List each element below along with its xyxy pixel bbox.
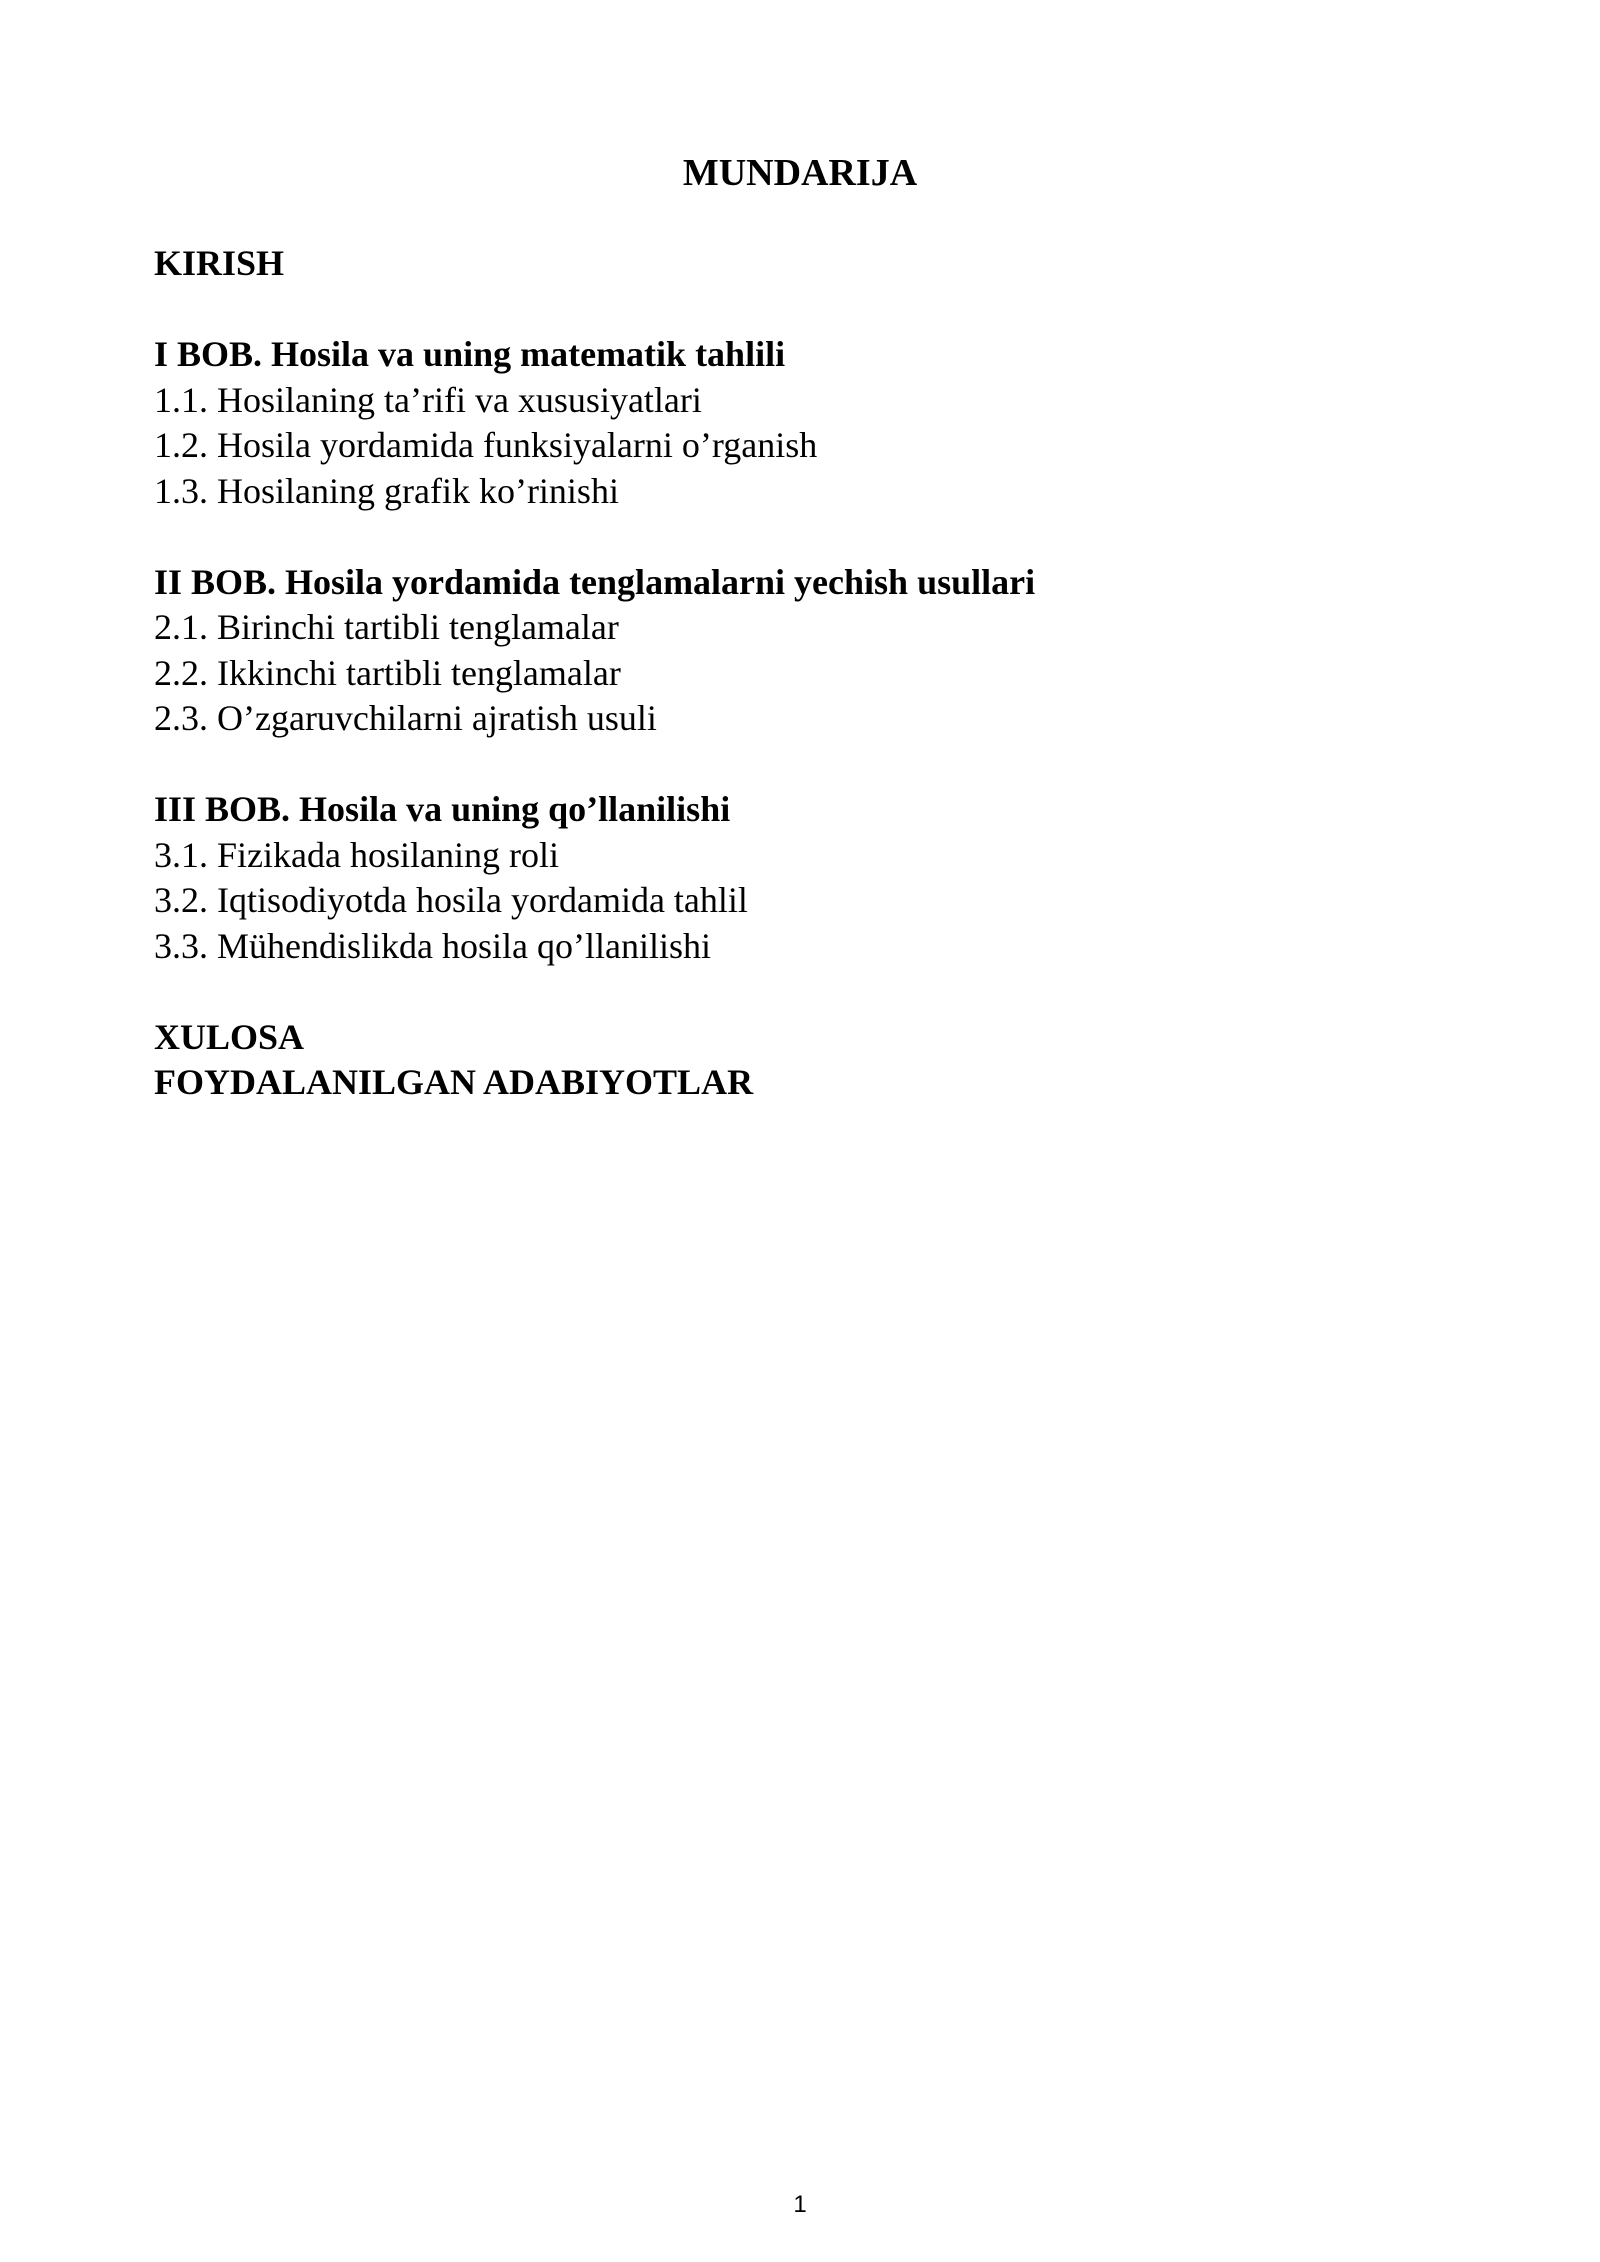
toc-chapter-2-heading: II BOB. Hosila yordamida tenglamalarni yechish usullari — [154, 561, 1036, 602]
toc-title — [0, 150, 1600, 196]
toc-section-1-1: 1.1. Hosilaning ta’rifi va xususiyatlari — [154, 379, 702, 420]
toc-section-3-3: 3.3. Mühendislikda hosila qo’llanilishi — [154, 925, 711, 966]
toc-chapter-3-heading: III BOB. Hosila va uning qo’llanilishi — [154, 789, 731, 829]
toc-section-2-2: 2.2. Ikkinchi tartibli tenglamalar — [154, 652, 621, 693]
toc-chapter-1-heading: I BOB. Hosila va uning matematik tahlili — [154, 334, 786, 374]
toc-title-text: MUNDARIJA — [682, 152, 918, 194]
toc-references: FOYDALANILGAN ADABIYOTLAR — [154, 1062, 754, 1102]
toc-section-1-3: 1.3. Hosilaning grafik ko’rinishi — [154, 470, 619, 511]
toc-conclusion: XULOSA — [154, 1016, 305, 1057]
toc-spacer — [154, 742, 1454, 788]
toc-section-2-3: 2.3. O’zgaruvchilarni ajratish usuli — [154, 698, 657, 738]
toc-intro: KIRISH — [154, 243, 285, 283]
table-of-contents — [154, 241, 1454, 1106]
toc-section-3-1: 3.1. Fizikada hosilaning roli — [154, 834, 559, 875]
page-number: 1 — [793, 2191, 807, 2218]
toc-spacer — [154, 514, 1454, 560]
toc-section-2-1: 2.1. Birinchi tartibli tenglamalar — [154, 607, 619, 647]
toc-spacer — [154, 287, 1454, 333]
toc-section-3-2: 3.2. Iqtisodiyotda hosila yordamida tahlil — [154, 880, 748, 920]
toc-spacer — [154, 969, 1454, 1015]
toc-section-1-2: 1.2. Hosila yordamida funksiyalarni o’rganish — [154, 425, 818, 465]
